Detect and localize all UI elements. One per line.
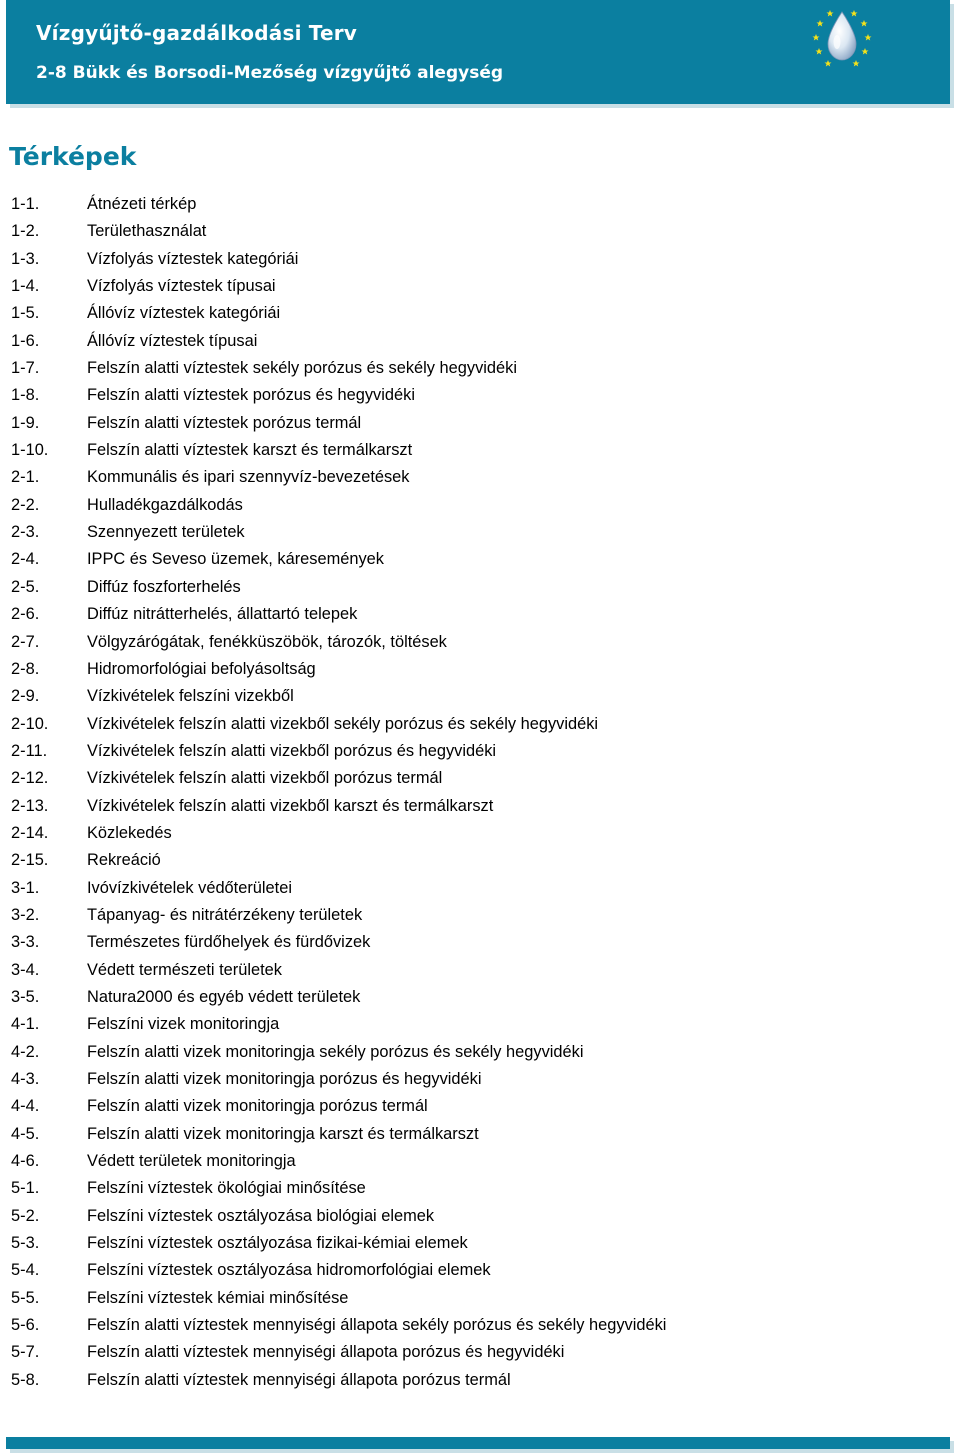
map-code: 2-12.	[11, 769, 49, 788]
map-code: 2-1.	[11, 468, 40, 487]
list-item	[11, 1285, 666, 1312]
map-code: 2-7.	[11, 632, 40, 651]
header-subtitle: 2-8 Bükk és Borsodi-Mezőség vízgyűjtő alegység	[36, 63, 504, 83]
map-label: Védett területek monitoringja	[87, 1152, 296, 1171]
list-item	[11, 218, 666, 245]
map-label: Felszín alatti víztestek sekély porózus és sekély hegyvidéki	[87, 359, 517, 378]
map-label: Ivóvízkivételek védőterületei	[87, 878, 292, 897]
list-item	[11, 875, 666, 902]
water-drop-eu-stars-icon	[810, 6, 874, 70]
list-item	[11, 738, 666, 765]
map-code: 3-1.	[11, 878, 40, 897]
list-item	[11, 656, 666, 683]
list-item	[11, 355, 666, 382]
map-code: 2-5.	[11, 577, 40, 596]
map-list	[11, 191, 666, 1394]
list-item	[11, 1039, 666, 1066]
map-code: 1-2.	[11, 222, 40, 241]
list-item	[11, 574, 666, 601]
list-item	[11, 1339, 666, 1366]
list-item	[11, 1121, 666, 1148]
map-label: Vízfolyás víztestek kategóriái	[87, 249, 299, 268]
map-code: 5-7.	[11, 1343, 40, 1362]
map-code: 2-3.	[11, 523, 40, 542]
map-code: 2-11.	[11, 741, 48, 760]
section-title: Térképek	[9, 142, 137, 171]
map-code: 1-3.	[11, 249, 40, 268]
map-code: 4-6.	[11, 1152, 40, 1171]
map-label: Kommunális és ipari szennyvíz-bevezetések	[87, 468, 410, 487]
map-code: 2-6.	[11, 605, 40, 624]
footer-bar	[6, 1437, 950, 1449]
list-item	[11, 328, 666, 355]
list-item	[11, 273, 666, 300]
list-item	[11, 711, 666, 738]
list-item	[11, 1367, 666, 1394]
map-code: 1-10.	[11, 441, 49, 460]
map-code: 3-3.	[11, 933, 40, 952]
map-label: Vízkivételek felszíni vizekből	[87, 687, 294, 706]
map-label: Átnézeti térkép	[87, 195, 197, 213]
map-label: Hidromorfológiai befolyásoltság	[87, 659, 316, 678]
list-item	[11, 1230, 666, 1257]
list-item	[11, 1011, 666, 1038]
map-code: 2-15.	[11, 851, 49, 870]
map-label: Felszín alatti víztestek mennyiségi állapota sekély porózus és sekély hegyvidéki	[87, 1316, 667, 1335]
map-code: 3-2.	[11, 905, 40, 924]
list-item	[11, 683, 666, 710]
map-code: 5-6.	[11, 1316, 40, 1335]
map-code: 5-5.	[11, 1288, 40, 1307]
map-label: Területhasználat	[87, 222, 207, 241]
list-item	[11, 1203, 666, 1230]
map-label: Vízkivételek felszín alatti vizekből karszt és termálkarszt	[87, 796, 494, 815]
map-code: 1-4.	[11, 277, 40, 296]
map-code: 4-1.	[11, 1015, 40, 1034]
list-item	[11, 246, 666, 273]
map-label: Védett természeti területek	[87, 960, 282, 979]
map-code: 1-9.	[11, 413, 40, 432]
map-label: Közlekedés	[87, 823, 172, 842]
list-item	[11, 382, 666, 409]
map-label: Felszíni víztestek osztályozása hidromorfológiai elemek	[87, 1261, 491, 1280]
map-code: 4-4.	[11, 1097, 40, 1116]
map-code: 2-8.	[11, 659, 40, 678]
map-code: 5-4.	[11, 1261, 40, 1280]
map-label: Diffúz nitrátterhelés, állattartó telepek	[87, 605, 358, 624]
list-item	[11, 1257, 666, 1284]
map-label: Felszíni víztestek kémiai minősítése	[87, 1288, 349, 1307]
header-title: Vízgyűjtő-gazdálkodási Terv	[36, 21, 358, 45]
map-label: Felszín alatti víztestek porózus és hegyvidéki	[87, 386, 415, 405]
map-label: Tápanyag- és nitrátérzékeny területek	[87, 905, 363, 924]
list-item	[11, 464, 666, 491]
map-code: 1-1.	[11, 195, 40, 213]
list-item	[11, 1093, 666, 1120]
list-item	[11, 191, 666, 218]
map-label: Szennyezett területek	[87, 523, 245, 542]
list-item	[11, 1066, 666, 1093]
map-code: 5-3.	[11, 1234, 40, 1253]
map-label: Völgyzárógátak, fenékküszöbök, tározók, töltések	[87, 632, 447, 651]
map-label: Felszín alatti víztestek mennyiségi állapota porózus és hegyvidéki	[87, 1343, 565, 1362]
list-item	[11, 984, 666, 1011]
list-item	[11, 300, 666, 327]
map-label: Felszíni víztestek osztályozása biológiai elemek	[87, 1206, 435, 1225]
page-header	[6, 0, 950, 104]
map-code: 5-2.	[11, 1206, 40, 1225]
map-label: Diffúz foszforterhelés	[87, 577, 241, 596]
map-label: Vízfolyás víztestek típusai	[87, 277, 276, 296]
list-item	[11, 793, 666, 820]
map-code: 4-3.	[11, 1070, 40, 1088]
map-label: Natura2000 és egyéb védett területek	[87, 987, 361, 1006]
list-item	[11, 601, 666, 628]
list-item	[11, 1148, 666, 1175]
list-item	[11, 519, 666, 546]
map-label: Felszín alatti vizek monitoringja karszt és termálkarszt	[87, 1124, 479, 1143]
map-label: Felszín alatti vizek monitoringja porózus és hegyvidéki	[87, 1070, 482, 1088]
map-label: Állóvíz víztestek kategóriái	[87, 304, 281, 323]
map-code: 4-5.	[11, 1124, 40, 1143]
map-label: Felszín alatti víztestek karszt és termálkarszt	[87, 441, 413, 460]
map-code: 2-4.	[11, 550, 40, 569]
map-label: Vízkivételek felszín alatti vizekből porózus és hegyvidéki	[87, 741, 497, 760]
list-item	[11, 437, 666, 464]
map-label: Vízkivételek felszín alatti vizekből porózus termál	[87, 769, 443, 788]
map-code: 2-9.	[11, 687, 40, 706]
list-item	[11, 410, 666, 437]
list-item	[11, 847, 666, 874]
list-item	[11, 1175, 666, 1202]
map-code: 2-2.	[11, 495, 40, 514]
map-label: Hulladékgazdálkodás	[87, 495, 243, 514]
list-item	[11, 765, 666, 792]
map-code: 1-7.	[11, 359, 40, 378]
list-item	[11, 629, 666, 656]
map-label: Természetes fürdőhelyek és fürdővizek	[87, 933, 371, 952]
map-label: Vízkivételek felszín alatti vizekből sekély porózus és sekély hegyvidéki	[87, 714, 599, 733]
map-code: 5-1.	[11, 1179, 40, 1198]
list-item	[11, 929, 666, 956]
list-item	[11, 902, 666, 929]
map-code: 3-4.	[11, 960, 40, 979]
map-label: Felszín alatti vizek monitoringja porózus termál	[87, 1097, 428, 1116]
map-code: 2-13.	[11, 796, 49, 815]
map-label: Állóvíz víztestek típusai	[87, 331, 258, 350]
map-label: Felszín alatti víztestek mennyiségi állapota porózus termál	[87, 1370, 511, 1389]
map-code: 4-2.	[11, 1042, 40, 1061]
map-code: 2-10.	[11, 714, 49, 733]
list-item	[11, 492, 666, 519]
map-code: 1-8.	[11, 386, 40, 405]
map-code: 3-5.	[11, 987, 40, 1006]
map-label: Felszín alatti víztestek porózus termál	[87, 413, 362, 432]
list-item	[11, 546, 666, 573]
map-code: 1-6.	[11, 331, 40, 350]
map-code: 5-8.	[11, 1370, 40, 1389]
map-label: Rekreáció	[87, 851, 161, 870]
map-label: Felszíni víztestek osztályozása fizikai-kémiai elemek	[87, 1234, 468, 1253]
map-code: 1-5.	[11, 304, 40, 323]
map-label: IPPC és Seveso üzemek, káresemények	[87, 550, 384, 569]
list-item	[11, 957, 666, 984]
list-item	[11, 820, 666, 847]
map-label: Felszíni vizek monitoringja	[87, 1015, 280, 1034]
map-label: Felszíni víztestek ökológiai minősítése	[87, 1179, 366, 1198]
list-item	[11, 1312, 666, 1339]
map-label: Felszín alatti vizek monitoringja sekély porózus és sekély hegyvidéki	[87, 1042, 584, 1061]
map-code: 2-14.	[11, 823, 49, 842]
